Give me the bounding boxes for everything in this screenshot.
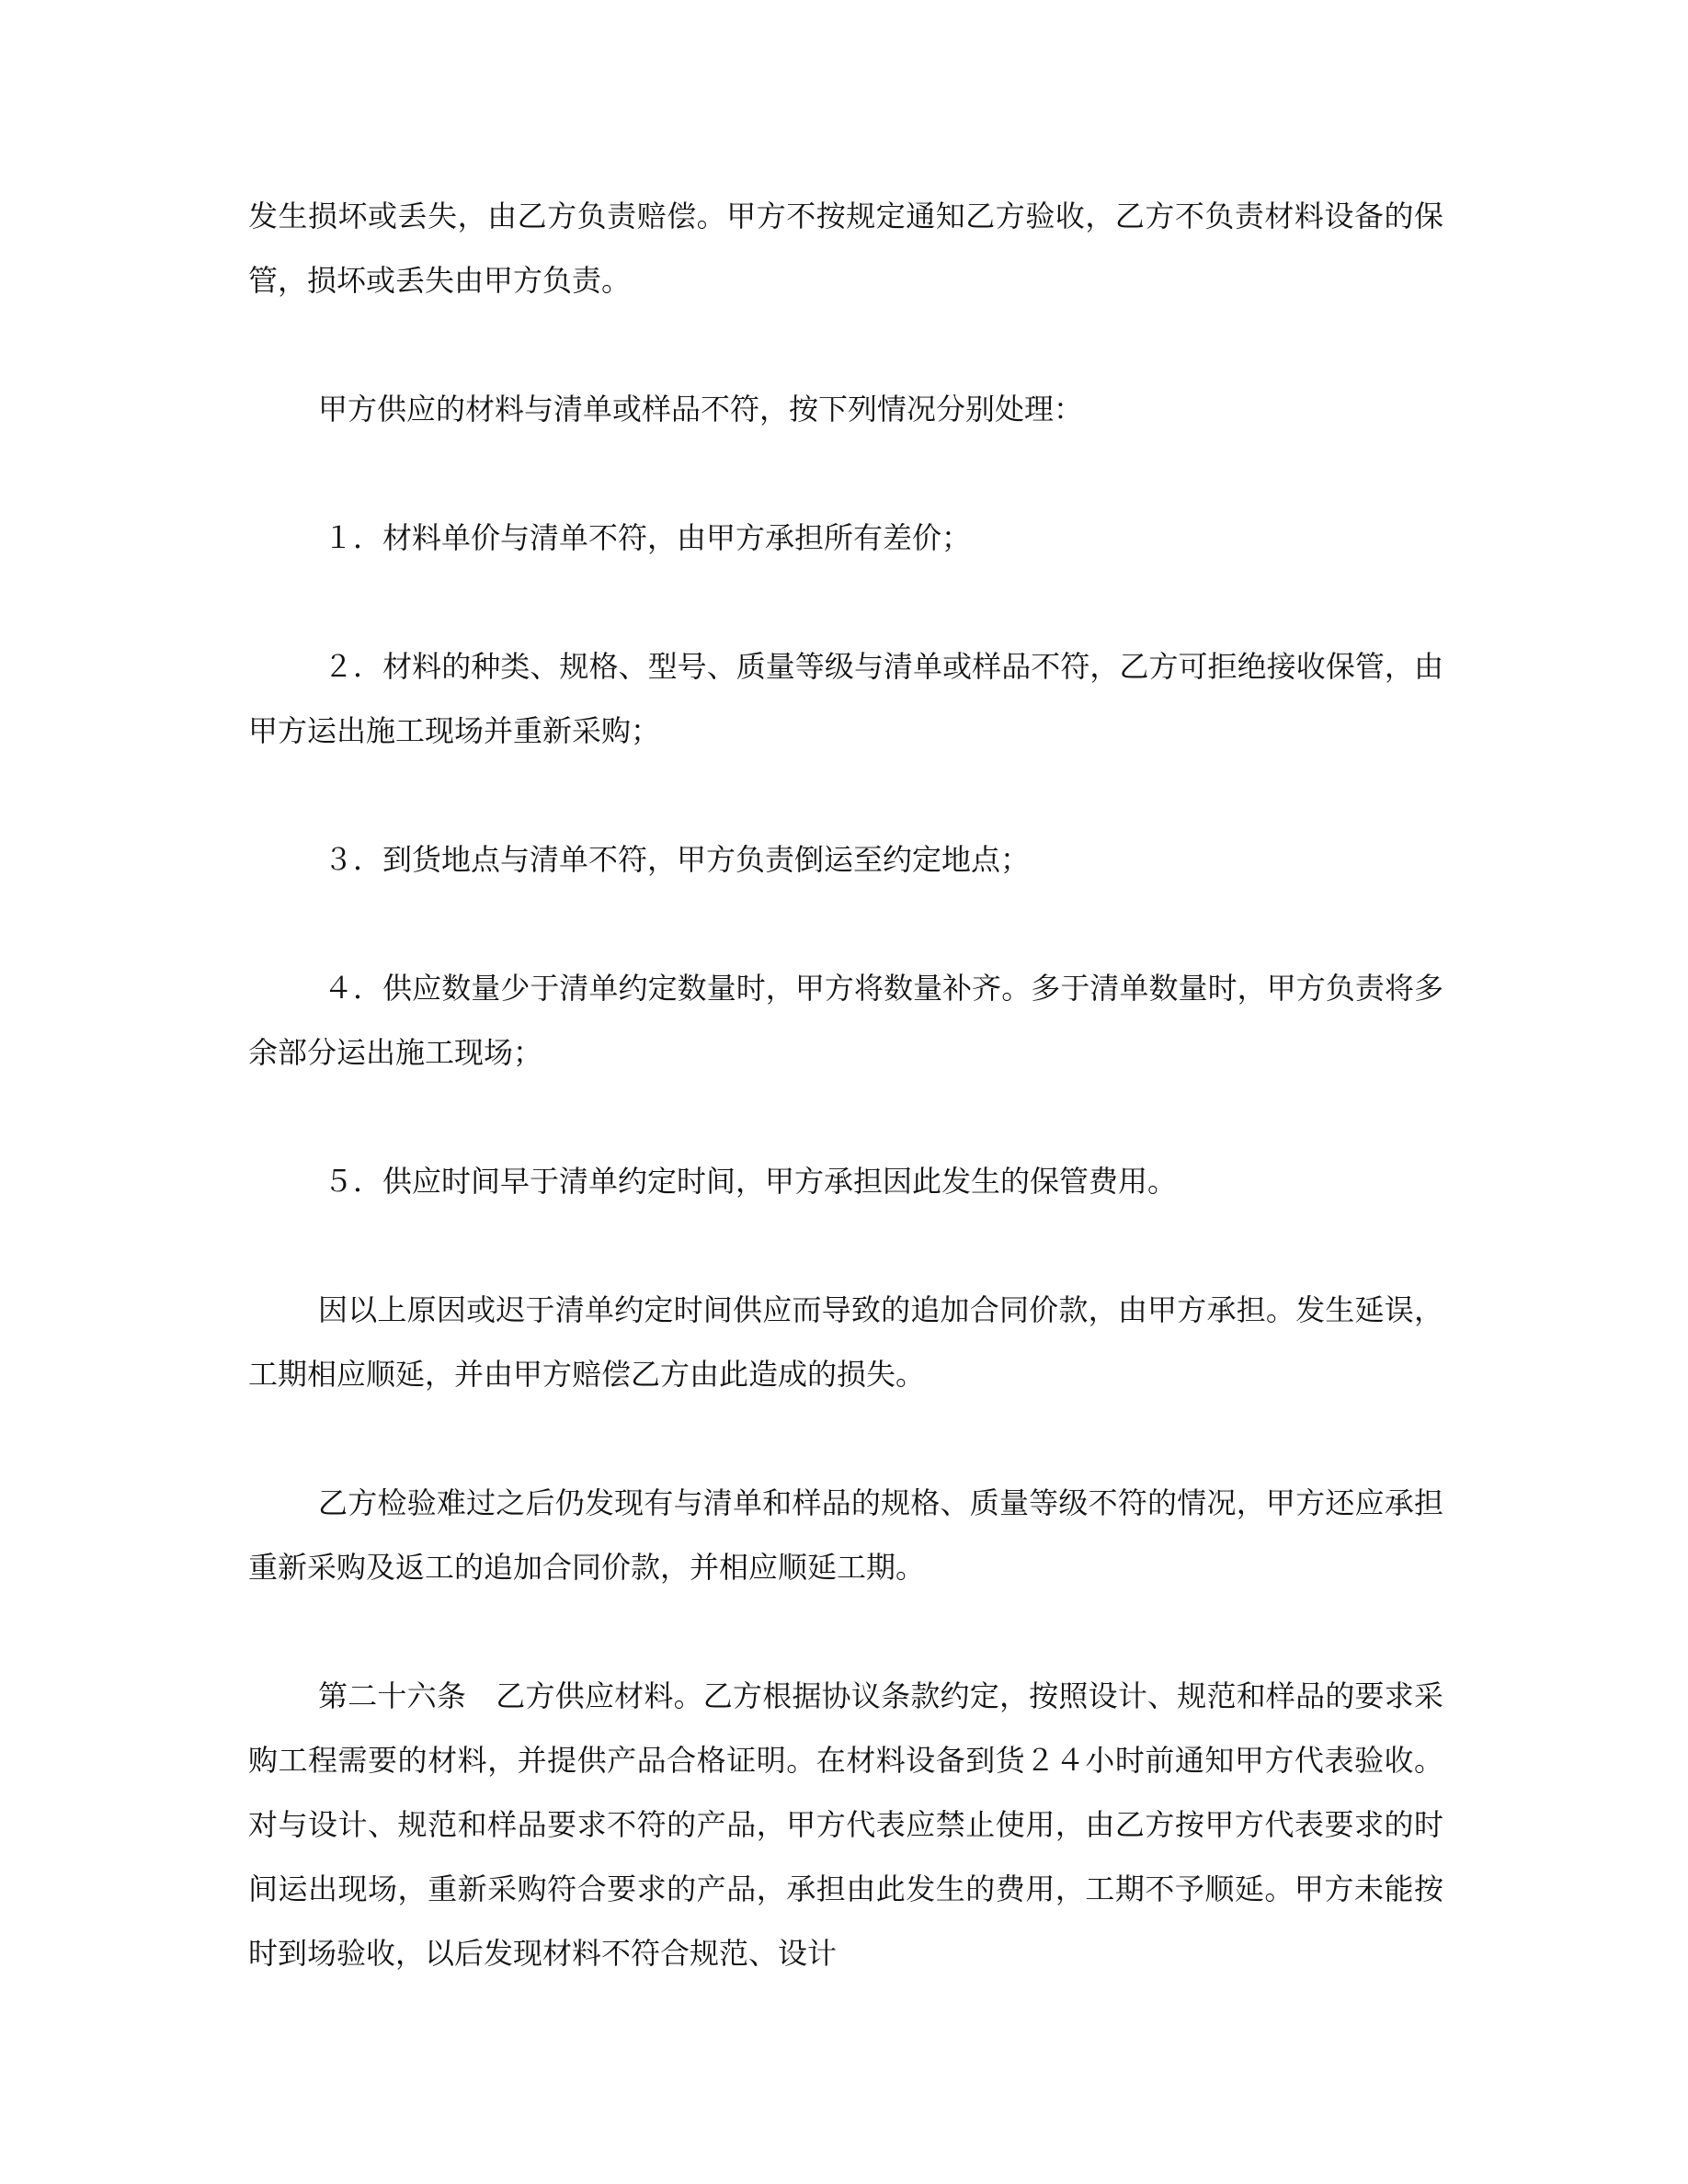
list-item-3: ３．到货地点与清单不符，甲方负责倒运至约定地点； bbox=[324, 842, 1031, 877]
list-item-4: ４．供应数量少于清单约定数量时，甲方将数量补齐。多于清单数量时，甲方负责将多余部分运出施工现场； bbox=[248, 971, 1443, 1070]
paragraph-intro: 甲方供应的材料与清单或样品不符，按下列情况分别处理： bbox=[318, 392, 1084, 427]
paragraph-inspection: 乙方检验难过之后仍发现有与清单和样品的规格、质量等级不符的情况，甲方还应承担重新采购及返工的追加合同价款，并相应顺延工期。 bbox=[248, 1485, 1443, 1585]
paragraph-delay: 因以上原因或迟于清单约定时间供应而导致的追加合同价款，由甲方承担。发生延误，工期相应顺延，并由甲方赔偿乙方由此造成的损失。 bbox=[248, 1292, 1443, 1392]
list-item-2: ２．材料的种类、规格、型号、质量等级与清单或样品不符，乙方可拒绝接收保管，由甲方运出施工现场并重新采购； bbox=[248, 649, 1443, 748]
document-body bbox=[248, 184, 1443, 2050]
paragraph-continuation: 发生损坏或丢失，由乙方负责赔偿。甲方不按规定通知乙方验收，乙方不负责材料设备的保管，损坏或丢失由甲方负责。 bbox=[248, 199, 1443, 298]
paragraph-article-26: 第二十六条 乙方供应材料。乙方根据协议条款约定，按照设计、规范和样品的要求采购工程需要的材料，并提供产品合格证明。在材料设备到货２４小时前通知甲方代表验收。对与设计、规范和样品要求不符的产品，甲方代表应禁止使用，由乙方按甲方代表要求的时间运出现场，重新采购符合要求的产品，承担由此发生的费用，工期不予顺延。甲方未能按时到场验收，以后发现材料不符合规范、设计 bbox=[248, 1678, 1443, 1971]
list-item-1: １．材料单价与清单不符，由甲方承担所有差价； bbox=[324, 520, 972, 555]
list-item-5: ５．供应时间早于清单约定时间，甲方承担因此发生的保管费用。 bbox=[324, 1164, 1178, 1199]
